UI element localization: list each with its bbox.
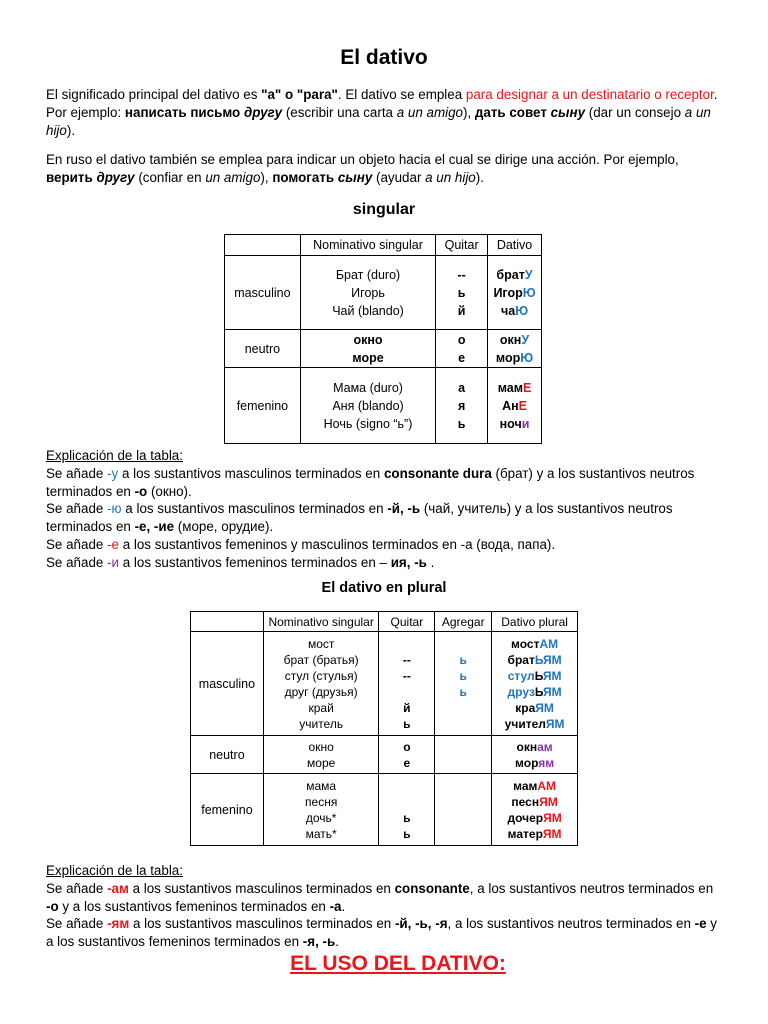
dative-word: [492, 810, 577, 826]
stem: друз: [507, 684, 535, 699]
ending: -у: [107, 465, 119, 481]
text: .: [426, 554, 435, 570]
stem: окн: [516, 739, 538, 754]
word: мост: [307, 636, 335, 651]
ending: е: [403, 755, 411, 770]
text: -й, -ь, -я: [394, 916, 448, 932]
text: a los sustantivos masculinos terminados en: [129, 916, 395, 932]
ending: [379, 684, 434, 700]
dative-word: [492, 716, 577, 732]
text: Se añade: [46, 465, 108, 481]
ending: [379, 636, 434, 652]
ending: о: [457, 332, 466, 347]
table-row: [191, 632, 578, 736]
text: y a los sustantivos femeninos terminados en: [58, 898, 330, 914]
ending: Ю: [520, 350, 534, 365]
ending: У: [524, 267, 533, 282]
explanation-singular: [46, 447, 726, 572]
stem: мост: [511, 636, 540, 651]
text: consonante: [394, 880, 470, 896]
header-cell: Dativo: [488, 235, 542, 256]
header-cell: Dativo plural: [492, 612, 578, 632]
text: a un amigo: [396, 105, 463, 120]
dative-cell: [488, 368, 542, 444]
page-title: El dativo: [340, 46, 428, 69]
text: a los sustantivos masculinos terminados en: [118, 465, 384, 481]
ending: АМ: [539, 636, 559, 651]
ending: и: [521, 416, 530, 431]
dative-cell: [492, 736, 578, 774]
ending: --: [402, 652, 411, 667]
table-row: [225, 256, 542, 330]
word: Чай (blando): [332, 303, 404, 318]
ending: У: [521, 332, 530, 347]
word: море: [352, 350, 384, 365]
dative-word: [492, 739, 577, 755]
ending: ЯМ: [543, 652, 562, 667]
quitar-cell: [436, 256, 488, 330]
ending: [379, 778, 434, 794]
explanation-title: Explicación de la tabla:: [46, 448, 183, 463]
row-label: neutro: [191, 736, 264, 774]
stem: Игор: [493, 285, 523, 300]
word: учитель: [299, 716, 344, 731]
text: (брат) y a los sustantivos neutros terminados en: [46, 465, 695, 499]
stem: мор: [495, 350, 521, 365]
row-label: neutro: [225, 330, 301, 368]
stem: брат: [507, 652, 535, 667]
text: (ayudar: [372, 170, 426, 185]
text: , a los sustantivos neutros terminados en: [469, 880, 714, 896]
row-label: femenino: [191, 774, 264, 846]
plural-heading: El dativo en plural: [321, 580, 447, 596]
dative-word: [492, 684, 577, 700]
ending: -ям: [107, 916, 130, 932]
ending: ь: [459, 652, 467, 667]
ending: -ам: [107, 880, 129, 896]
nominative-cell: [300, 256, 435, 330]
table-row: [191, 774, 578, 846]
agregar-cell: [435, 774, 492, 846]
nominative-cell: [263, 774, 379, 846]
ending: ЯМ: [535, 700, 554, 715]
ending: ЯМ: [543, 684, 562, 699]
russian-example: дать совет: [474, 105, 551, 120]
text: a los sustantivos femeninos y masculinos terminados en -а (вода, папа).: [118, 536, 556, 552]
dative-word: [492, 668, 577, 684]
ending: ь: [459, 684, 467, 699]
header-cell: Agregar: [435, 612, 492, 632]
text: Se añade: [46, 536, 108, 552]
dative-cell: [492, 632, 578, 736]
table-row: [225, 368, 542, 444]
dative-word: [488, 349, 541, 367]
ending: --: [402, 668, 411, 683]
text: a los sustantivos masculinos terminados en: [128, 880, 395, 896]
ending: АМ: [537, 778, 557, 793]
word: Мама (duro): [333, 380, 403, 395]
text: ).: [66, 123, 76, 138]
text: Se añade: [46, 554, 108, 570]
row-label: masculino: [191, 632, 264, 736]
text: (море, орудие).: [174, 519, 274, 535]
ending: ЯМ: [539, 794, 558, 809]
intro-paragraph-2: [46, 151, 726, 187]
ending: [435, 700, 491, 716]
ending: Ю: [515, 303, 529, 318]
dative-word: [492, 794, 577, 810]
singular-table: [224, 234, 542, 444]
header-cell: Nominativo singular: [263, 612, 379, 632]
explanation-line: [46, 554, 726, 572]
ending: [435, 636, 491, 652]
row-label: femenino: [225, 368, 301, 444]
dative-word: [488, 415, 541, 433]
ending: я: [457, 398, 466, 413]
stem: окн: [499, 332, 522, 347]
word: окно: [308, 739, 334, 754]
highlight-text: para designar a un destinatario o receptor: [465, 87, 714, 102]
ending: ь: [457, 416, 466, 431]
dative-word: [492, 652, 577, 668]
word: море: [307, 755, 336, 770]
quitar-cell: [379, 736, 435, 774]
ending: ям: [538, 755, 555, 770]
ending: ь: [459, 668, 467, 683]
text: (окно).: [147, 483, 192, 499]
text: ),: [260, 170, 273, 185]
ending: а: [458, 380, 466, 395]
text: . El dativo se emplea: [337, 87, 466, 102]
text: -о: [46, 898, 59, 914]
quitar-cell: [436, 330, 488, 368]
ending: --: [457, 267, 466, 282]
dative-word: [492, 826, 577, 842]
dative-word: [492, 755, 577, 771]
ending: ЯМ: [542, 826, 562, 841]
dative-word: [488, 266, 541, 284]
ending: [435, 716, 491, 732]
ending: Е: [518, 398, 527, 413]
explanation-title: Explicación de la tabla:: [46, 863, 183, 878]
text: (чай, учитель) y a los sustantivos neutros terminados en: [46, 501, 673, 535]
word: Ночь (signo “ь”): [323, 416, 413, 431]
ending: -ю: [107, 501, 122, 517]
header-cell: Nominativo singular: [300, 235, 435, 256]
text: -й, -ь: [387, 501, 421, 517]
explanation-plural: [46, 862, 726, 951]
dative-cell: [488, 256, 542, 330]
explanation-line: [46, 880, 726, 916]
table-header-row: [225, 235, 542, 256]
text: ия, -ь: [390, 554, 427, 570]
word: друг (друзья): [284, 684, 358, 699]
text: Se añade: [46, 916, 108, 932]
nominative-cell: [263, 632, 379, 736]
text: a un hijo: [425, 170, 476, 185]
ending: Е: [523, 380, 532, 395]
table-row: [191, 736, 578, 774]
text: -а: [329, 898, 342, 914]
stem: дочер: [507, 810, 544, 825]
table-row: [225, 330, 542, 368]
dative-word: [492, 778, 577, 794]
agregar-cell: [435, 736, 492, 774]
text: a los sustantivos masculinos terminados en: [121, 501, 388, 517]
text: a los sustantivos femeninos terminados en –: [119, 554, 391, 570]
text: , a los sustantivos neutros terminados en: [447, 916, 695, 932]
text: (confiar en: [134, 170, 206, 185]
word: брат (братья): [283, 652, 359, 667]
stem: ноч: [499, 416, 522, 431]
text: -е, -ие: [134, 519, 175, 535]
word: дочь*: [305, 810, 337, 825]
russian-example: помогать: [272, 170, 338, 185]
stem: брат: [496, 267, 525, 282]
dative-cell: [492, 774, 578, 846]
header-cell: Quitar: [436, 235, 488, 256]
explanation-line: [46, 500, 726, 536]
text: Se añade: [46, 501, 108, 517]
table-header-row: [191, 612, 578, 632]
dative-word: [488, 302, 541, 320]
soft-sign: Ь: [534, 668, 543, 683]
word: Игорь: [351, 285, 385, 300]
stem: кра: [515, 700, 536, 715]
stem: мам: [497, 380, 523, 395]
text: ),: [463, 105, 475, 120]
ending: -е: [107, 536, 119, 552]
ending: ЯМ: [543, 810, 562, 825]
text: -е: [694, 916, 707, 932]
russian-example: написать письмо: [124, 105, 244, 120]
ending: -и: [107, 554, 120, 570]
word: Брат (duro): [335, 267, 401, 282]
russian-example: верить: [46, 170, 97, 185]
stem: Ан: [502, 398, 519, 413]
header-cell: [191, 612, 264, 632]
nominative-cell: [300, 368, 435, 444]
singular-heading: singular: [352, 201, 416, 218]
explanation-line: [46, 536, 726, 554]
ending: ь: [403, 810, 411, 825]
russian-example: другу: [96, 170, 135, 185]
dative-cell: [488, 330, 542, 368]
section-heading-uso: EL USO DEL DATIVO:: [290, 952, 506, 975]
russian-example: другу: [243, 105, 283, 120]
dative-word: [488, 379, 541, 397]
stem: мор: [515, 755, 539, 770]
soft-sign: Ь: [534, 652, 543, 667]
nominative-cell: [263, 736, 379, 774]
stem: стул: [507, 668, 535, 683]
dative-word: [488, 284, 541, 302]
quitar-cell: [436, 368, 488, 444]
plural-table: [190, 611, 578, 846]
text: "a" o "para": [261, 87, 338, 102]
text: -о: [134, 483, 148, 499]
text: un amigo: [205, 170, 261, 185]
nominative-cell: [300, 330, 435, 368]
ending: [379, 794, 434, 810]
quitar-cell: [379, 774, 435, 846]
row-label: masculino: [225, 256, 301, 330]
ending: ЯМ: [545, 716, 565, 731]
stem: ча: [500, 303, 516, 318]
ending: ь: [457, 285, 466, 300]
soft-sign: Ь: [534, 684, 543, 699]
text: -я, -ь: [302, 934, 336, 950]
intro-paragraph-1: [46, 86, 726, 140]
text: consonante dura: [383, 465, 492, 481]
ending: й: [457, 303, 466, 318]
word: Аня (blando): [332, 398, 404, 413]
stem: песн: [511, 794, 540, 809]
stem: учител: [504, 716, 546, 731]
word: окно: [353, 332, 383, 347]
ending: й: [403, 700, 411, 715]
word: мама: [306, 778, 337, 793]
stem: мам: [513, 778, 538, 793]
word: край: [308, 700, 334, 715]
russian-example: сыну: [550, 105, 586, 120]
stem: матер: [507, 826, 543, 841]
text: En ruso el dativo también se emplea para indicar un objeto hacia el cual se dirige una acción. Por ejemplo,: [46, 152, 679, 167]
quitar-cell: [379, 632, 435, 736]
word: песня: [305, 794, 338, 809]
text: (escribir una carta: [282, 105, 397, 120]
ending: о: [403, 739, 411, 754]
explanation-line: [46, 915, 726, 951]
text: (dar un consejo: [585, 105, 685, 120]
dative-word: [488, 331, 541, 349]
header-cell: Quitar: [379, 612, 435, 632]
dative-word: [488, 397, 541, 415]
dative-word: [492, 636, 577, 652]
text: . Por ejemplo:: [46, 87, 718, 120]
agregar-cell: [435, 632, 492, 736]
text: y a los sustantivos femeninos terminados en: [46, 916, 717, 950]
text: .: [335, 934, 339, 950]
word: мать*: [305, 826, 337, 841]
text: Se añade: [46, 880, 108, 896]
text: El significado principal del dativo es: [46, 87, 262, 102]
ending: ь: [403, 716, 411, 731]
text: ).: [475, 170, 484, 185]
header-cell: [225, 235, 301, 256]
russian-example: сыну: [337, 170, 373, 185]
ending: ЯМ: [542, 668, 562, 683]
text: a un hijo: [46, 105, 711, 138]
ending: Ю: [522, 285, 536, 300]
dative-word: [492, 700, 577, 716]
explanation-line: [46, 465, 726, 501]
ending: ам: [537, 739, 553, 754]
text: .: [341, 898, 346, 914]
word: стул (стулья): [284, 668, 358, 683]
ending: ь: [403, 826, 411, 841]
ending: е: [458, 350, 466, 365]
